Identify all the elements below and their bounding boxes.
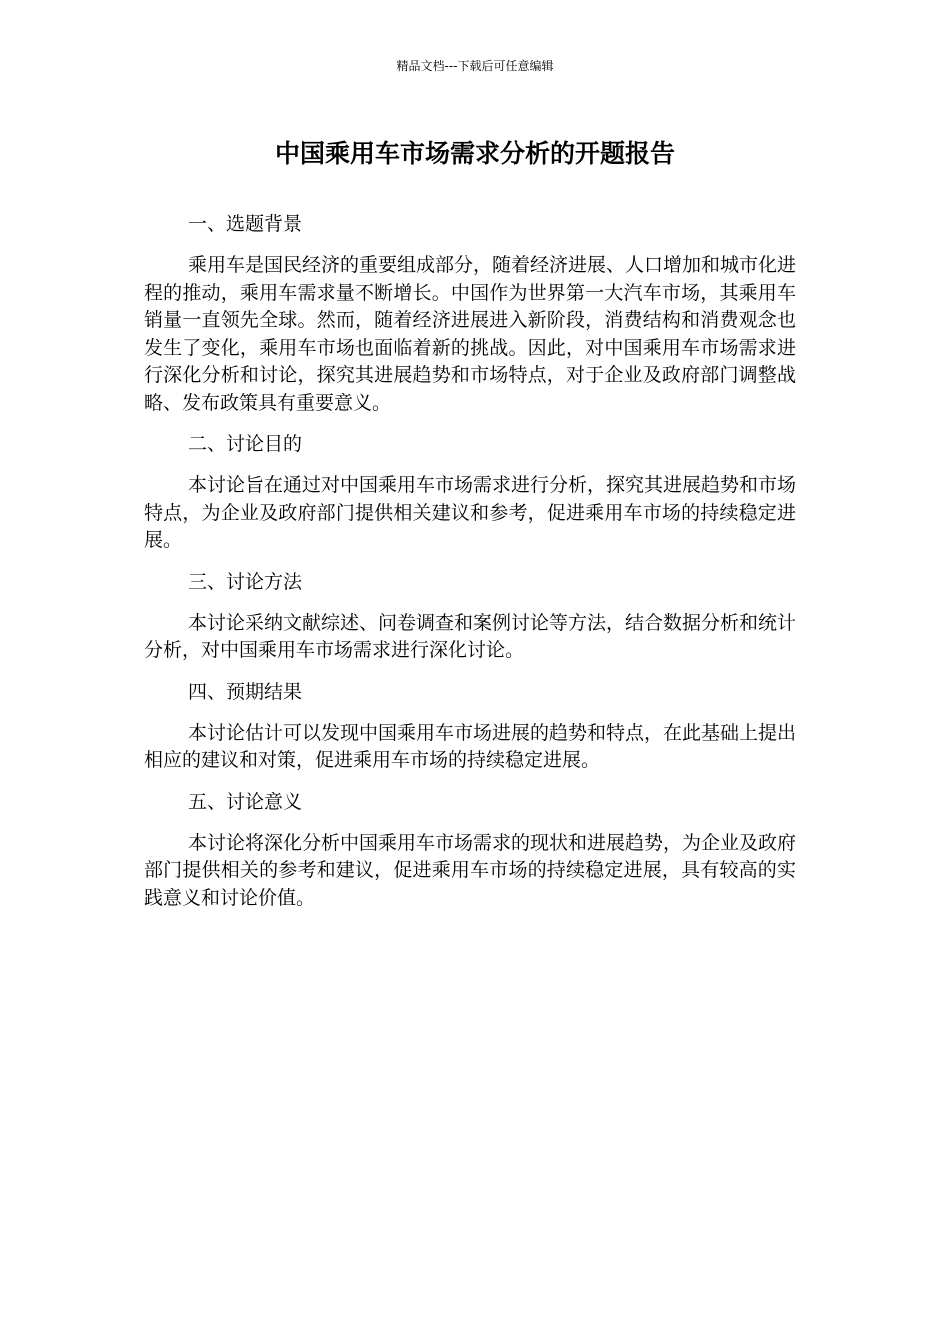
section-paragraph: 本讨论旨在通过对中国乘用车市场需求进行分析，探究其进展趋势和市场特点，为企业及政府部门提供相关建议和参考，促进乘用车市场的持续稳定进展。 — [144, 474, 797, 551]
section-heading: 三、讨论方法 — [188, 570, 303, 593]
section-paragraph: 本讨论估计可以发现中国乘用车市场进展的趋势和特点，在此基础上提出相应的建议和对策，促进乘用车市场的持续稳定进展。 — [144, 721, 797, 771]
section-heading: 一、选题背景 — [188, 213, 303, 235]
section-paragraph: 本讨论将深化分析中国乘用车市场需求的现状和进展趋势，为企业及政府部门提供相关的参考和建议，促进乘用车市场的持续稳定进展，具有较高的实践意义和讨论价值。 — [144, 831, 797, 909]
section-heading: 二、讨论目的 — [188, 433, 303, 455]
section-purpose — [144, 431, 796, 555]
section-method — [144, 569, 796, 665]
section-expected-results — [144, 679, 796, 775]
header-note: 精品文档---下载后可任意编辑 — [396, 59, 554, 73]
document-title: 中国乘用车市场需求分析的开题报告 — [274, 139, 675, 168]
section-paragraph: 乘用车是国民经济的重要组成部分，随着经济进展、人口增加和城市化进程的推动，乘用车需求量不断增长。中国作为世界第一大汽车市场，其乘用车销量一直领先全球。然而，随着经济进展进入新阶段，消费结构和消费观念也发生了变化，乘用车市场也面临着新的挑战。因此，对中国乘用车市场需求进行深化分析和讨论，探究其进展趋势和市场特点，对于企业及政府部门调整战略、发布政策具有重要意义。 — [144, 254, 797, 414]
section-heading: 五、讨论意义 — [188, 790, 303, 813]
section-paragraph: 本讨论采纳文献综述、问卷调查和案例讨论等方法，结合数据分析和统计分析，对中国乘用车市场需求进行深化讨论。 — [144, 611, 797, 661]
section-background — [144, 211, 796, 417]
document-body — [144, 211, 796, 926]
section-heading: 四、预期结果 — [188, 680, 303, 703]
section-significance — [144, 789, 796, 913]
